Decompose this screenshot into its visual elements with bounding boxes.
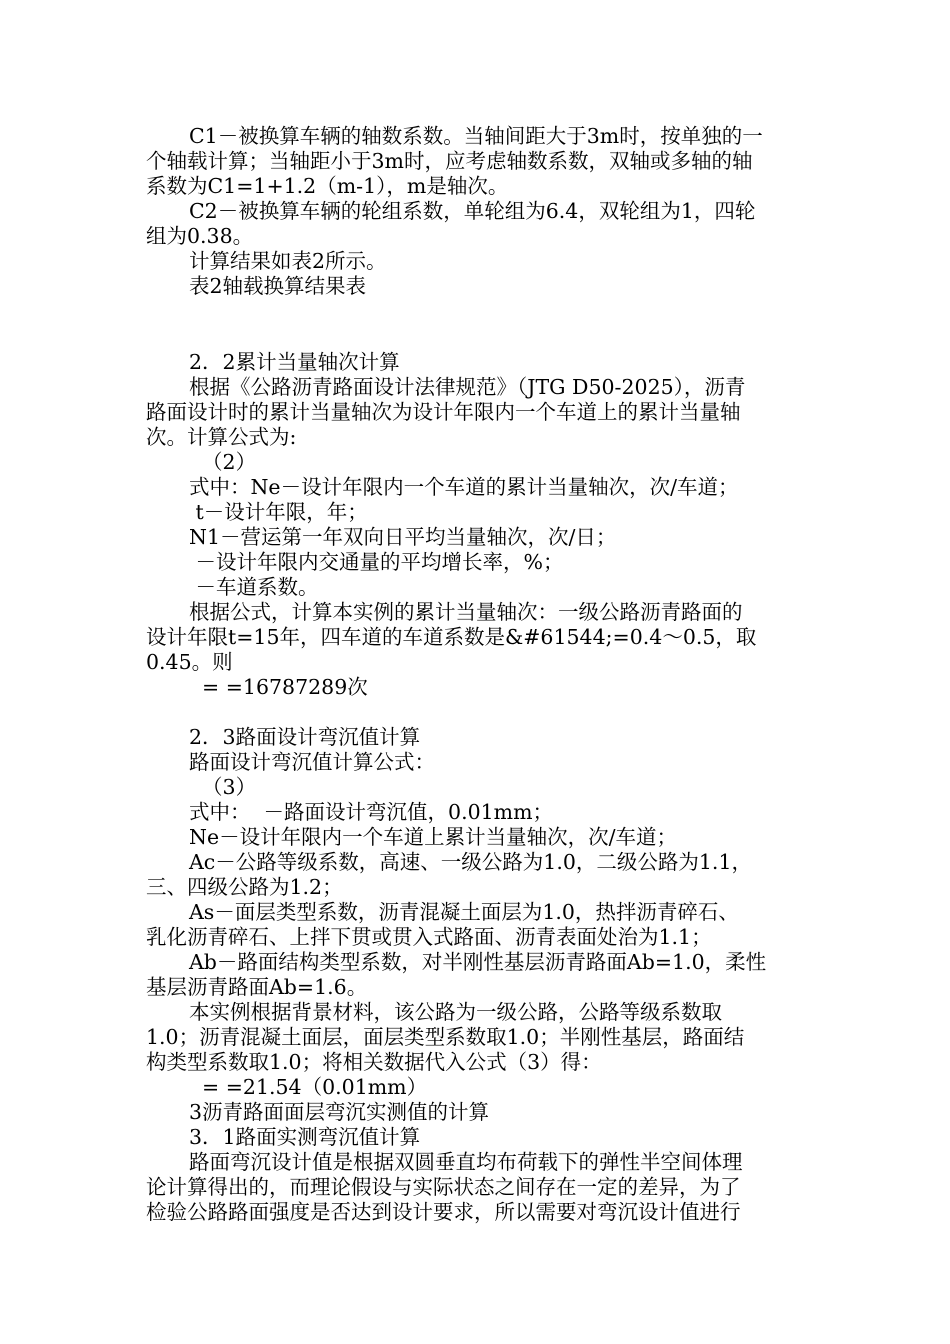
paragraph-line: 论计算得出的，而理论假设与实际状态之间存在一定的差异，为了 xyxy=(146,1175,741,1199)
paragraph-line: 1.0；沥青混凝土面层，面层类型系数取1.0；半刚性基层，路面结 xyxy=(146,1025,745,1049)
paragraph-line: 系数为C1=1+1.2（m-1），m是轴次。 xyxy=(146,174,509,198)
paragraph-line: 路面设计弯沉值计算公式： xyxy=(189,750,435,774)
paragraph-line: C1－被换算车辆的轴数系数。当轴间距大于3m时，按单独的一 xyxy=(189,124,763,148)
section-heading: 2．3路面设计弯沉值计算 xyxy=(189,725,421,749)
paragraph-line: 次。计算公式为: xyxy=(146,425,297,449)
paragraph-line: As－面层类型系数，沥青混凝土面层为1.0，热拌沥青碎石、 xyxy=(189,900,739,924)
equation-number: （2） xyxy=(189,450,257,474)
equation-number: （3） xyxy=(189,775,257,799)
paragraph-line: 本实例根据背景材料，该公路为一级公路，公路等级系数取 xyxy=(189,1000,722,1024)
section-heading: 3．1路面实测弯沉值计算 xyxy=(189,1125,421,1149)
paragraph-line: t－设计年限，年； xyxy=(189,500,368,524)
paragraph-line: 基层沥青路面Ab=1.6。 xyxy=(146,975,368,999)
paragraph-line: 设计年限t=15年，四车道的车道系数是&#61544;=0.4～0.5，取 xyxy=(146,625,757,649)
paragraph-line: Ac－公路等级系数，高速、一级公路为1.0，二级公路为1.1， xyxy=(189,850,752,874)
paragraph-line: 构类型系数取1.0；将相关数据代入公式（3）得： xyxy=(146,1050,602,1074)
paragraph-line: 根据《公路沥青路面设计法律规范》（JTG D50-2025），沥青 xyxy=(189,375,746,399)
paragraph-line: 0.45。则 xyxy=(146,650,233,674)
paragraph-line: 计算结果如表2所示。 xyxy=(189,249,387,273)
table-caption: 表2轴载换算结果表 xyxy=(189,274,367,298)
paragraph-line: 路面弯沉设计值是根据双圆垂直均布荷载下的弹性半空间体理 xyxy=(189,1150,743,1174)
section-heading: 2．2累计当量轴次计算 xyxy=(189,350,400,374)
paragraph-line: Ne－设计年限内一个车道上累计当量轴次，次/车道； xyxy=(189,825,677,849)
paragraph-line: 根据公式，计算本实例的累计当量轴次：一级公路沥青路面的 xyxy=(189,600,743,624)
paragraph-line: C2－被换算车辆的轮组系数，单轮组为6.4，双轮组为1，四轮 xyxy=(189,199,756,223)
paragraph-line: Ab－路面结构类型系数，对半刚性基层沥青路面Ab=1.0，柔性 xyxy=(189,950,767,974)
paragraph-line: 个轴载计算；当轴距小于3m时，应考虑轴数系数，双轴或多轴的轴 xyxy=(146,149,753,173)
paragraph-line: N1－营运第一年双向日平均当量轴次，次/日； xyxy=(189,525,617,549)
paragraph-line: －车道系数。 xyxy=(189,575,319,599)
paragraph-line: 乳化沥青碎石、上拌下贯或贯入式路面、沥青表面处治为1.1； xyxy=(146,925,712,949)
paragraph-line: 组为0.38。 xyxy=(146,224,254,248)
equation-result: = =16787289次 xyxy=(189,675,368,699)
paragraph-line: 路面设计时的累计当量轴次为设计年限内一个车道上的累计当量轴 xyxy=(146,400,741,424)
paragraph-line: －设计年限内交通量的平均增长率，%； xyxy=(189,550,564,574)
paragraph-line: 式中： －路面设计弯沉值，0.01mm； xyxy=(189,800,554,824)
paragraph-line: 三、四级公路为1.2； xyxy=(146,875,343,899)
paragraph-line: 式中：Ne－设计年限内一个车道的累计当量轴次，次/车道； xyxy=(189,475,739,499)
paragraph-line: 检验公路路面强度是否达到设计要求，所以需要对弯沉设计值进行 xyxy=(146,1200,741,1224)
section-heading: 3沥青路面面层弯沉实测值的计算 xyxy=(189,1100,490,1124)
equation-result: = =21.54（0.01mm） xyxy=(189,1075,428,1099)
